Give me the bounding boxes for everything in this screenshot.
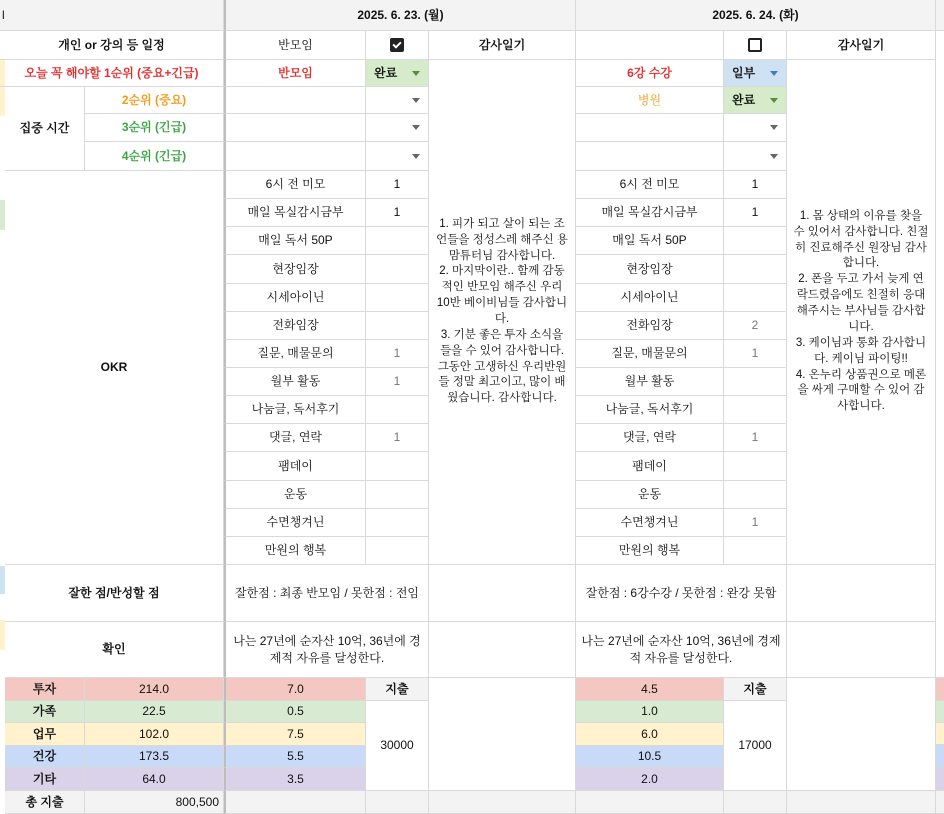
day1-okr-value[interactable]: 1: [366, 368, 429, 396]
edge-cat-2: [936, 701, 944, 723]
edge-cat-5: [936, 768, 944, 791]
day2-category-spend[interactable]: 1.0: [576, 701, 724, 723]
category-name: 가족: [5, 701, 85, 723]
day2-category-spend[interactable]: 6.0: [576, 723, 724, 746]
okr-item-label: 만원의 행복: [576, 537, 724, 565]
okr-item-label: 운동: [576, 481, 724, 509]
okr-item-label: 매일 독서 50P: [224, 227, 366, 255]
day1-checkbox-cell[interactable]: [366, 31, 429, 60]
okr-item-label: 월부 활동: [576, 368, 724, 396]
chevron-down-icon: [412, 125, 420, 130]
date-header-day2: 2025. 6. 24. (화): [576, 0, 936, 31]
day2-total-blank-1: [576, 791, 724, 814]
okr-item-label: 질문, 매물문의: [224, 340, 366, 368]
okr-item-label: 6시 전 미모: [576, 171, 724, 199]
chevron-down-icon: [412, 154, 420, 159]
day1-p3-task[interactable]: [224, 114, 366, 142]
day1-expense-blank: [429, 678, 576, 791]
day1-okr-value[interactable]: [366, 452, 429, 481]
edge-cell: [936, 0, 944, 31]
priority1-label: 오늘 꼭 해야할 1순위 (중요+긴급): [0, 60, 224, 87]
day1-okr-value[interactable]: [366, 312, 429, 340]
okr-item-label: 질문, 매물문의: [576, 340, 724, 368]
day2-okr-value[interactable]: [724, 227, 787, 255]
day2-okr-value[interactable]: [724, 255, 787, 284]
day2-checkbox[interactable]: [748, 38, 762, 52]
day1-gratitude-text[interactable]: 1. 피가 되고 살이 되는 조언들을 정성스레 해주신 용맘튜터님 감사합니다. 2. 마지막이란.. 함께 감동적인 반모임 해주신 우리 10반 베이비님들 감사합니다. 3. 기분 좋은 투자 소식을 들을 수 있어 감사합니다. 그동안 고생하신 우리반원들 정말 최고이고, 많이 배웠습니다. 감사합니다.: [429, 60, 576, 565]
day1-review[interactable]: 잘한점 : 최종 반모임 / 못한점 : 전임: [224, 565, 429, 622]
okr-label: OKR: [5, 171, 224, 565]
day2-expense-value[interactable]: 17000: [724, 701, 787, 791]
day1-okr-value[interactable]: [366, 396, 429, 424]
okr-item-label: 나눔글, 독서후기: [576, 396, 724, 424]
day2-okr-value[interactable]: [724, 452, 787, 481]
okr-item-label: 매일 목실감시금부: [576, 199, 724, 227]
okr-item-label: 운동: [224, 481, 366, 509]
day1-category-spend[interactable]: 0.5: [224, 701, 366, 723]
day1-okr-value[interactable]: [366, 255, 429, 284]
day2-okr-value[interactable]: 2: [724, 312, 787, 340]
day1-event-cell[interactable]: 반모임: [224, 31, 366, 60]
day1-okr-value[interactable]: 1: [366, 424, 429, 452]
chevron-down-icon: [412, 71, 420, 76]
day1-gratitude-label: 감사일기: [429, 31, 576, 60]
okr-item-label: 전화임장: [224, 312, 366, 340]
day1-okr-value[interactable]: [366, 509, 429, 537]
day1-p2-task[interactable]: [224, 87, 366, 114]
day2-okr-value[interactable]: 1: [724, 424, 787, 452]
edge-column: [936, 31, 944, 678]
okr-item-label: 댓글, 연락: [224, 424, 366, 452]
category-name: 기타: [5, 768, 85, 791]
day2-okr-value[interactable]: [724, 396, 787, 424]
day1-category-spend[interactable]: 7.5: [224, 723, 366, 746]
day2-confirm[interactable]: 나는 27년에 순자산 10억, 36년에 경제적 자유를 달성한다.: [576, 622, 787, 678]
day1-category-spend[interactable]: 5.5: [224, 746, 366, 768]
total-spend-label: 총 지출: [5, 791, 85, 814]
day2-expense-blank: [787, 678, 936, 791]
day1-p3-status-dropdown[interactable]: [366, 114, 429, 142]
category-total: 102.0: [85, 723, 224, 746]
day2-total-blank-2: [724, 791, 787, 814]
edge-cat-3: [936, 723, 944, 745]
day2-total-blank-3: [787, 791, 936, 814]
day2-okr-value[interactable]: [724, 368, 787, 396]
day2-p3-task[interactable]: [576, 114, 724, 142]
day1-p1-task[interactable]: 반모임: [224, 60, 366, 87]
status-value: 완료: [374, 65, 398, 80]
edge-cat-1: [936, 678, 944, 701]
okr-item-label: 팸데이: [224, 452, 366, 481]
day1-okr-value[interactable]: 1: [366, 340, 429, 368]
chevron-down-icon: [770, 98, 778, 103]
day1-okr-value[interactable]: 1: [366, 199, 429, 227]
category-total: 22.5: [85, 701, 224, 723]
category-name: 업무: [5, 723, 85, 746]
date-header-day1: 2025. 6. 23. (월): [224, 0, 576, 31]
category-name: 투자: [5, 678, 85, 701]
priority2-label: 2순위 (중요): [85, 87, 224, 114]
okr-item-label: 팸데이: [576, 452, 724, 481]
okr-item-label: 매일 독서 50P: [576, 227, 724, 255]
day2-p4-status-dropdown[interactable]: [724, 142, 787, 171]
status-value: 일부: [732, 65, 756, 80]
okr-item-label: 나눔글, 독서후기: [224, 396, 366, 424]
day2-checkbox-cell[interactable]: [724, 31, 787, 60]
day1-total-blank-1: [224, 791, 366, 814]
day1-p1-status-dropdown[interactable]: [366, 60, 429, 87]
day1-expense-value[interactable]: 30000: [366, 701, 429, 791]
edge-total: [936, 791, 944, 814]
okr-item-label: 6시 전 미모: [224, 171, 366, 199]
day2-okr-value[interactable]: 1: [724, 509, 787, 537]
day2-okr-value[interactable]: 1: [724, 340, 787, 368]
okr-item-label: 현장임장: [224, 255, 366, 284]
corner-cell: l: [0, 0, 224, 31]
day1-category-spend[interactable]: 3.5: [224, 768, 366, 791]
day1-confirm[interactable]: 나는 27년에 순자산 10억, 36년에 경제적 자유를 달성한다.: [224, 622, 429, 678]
day2-gratitude-label: 감사일기: [787, 31, 936, 60]
day1-p2-status-dropdown[interactable]: [366, 87, 429, 114]
day2-event-cell[interactable]: [576, 31, 724, 60]
total-spend-value: 800,500: [85, 791, 224, 814]
day1-okr-value[interactable]: [366, 284, 429, 312]
chevron-down-icon: [770, 154, 778, 159]
day1-category-spend[interactable]: 7.0: [224, 678, 366, 701]
okr-item-label: 월부 활동: [224, 368, 366, 396]
day2-category-spend[interactable]: 2.0: [576, 768, 724, 791]
day1-p4-task[interactable]: [224, 142, 366, 171]
okr-item-label: 전화임장: [576, 312, 724, 340]
day1-p4-status-dropdown[interactable]: [366, 142, 429, 171]
day2-p2-task[interactable]: 병원: [576, 87, 724, 114]
okr-item-label: 댓글, 연락: [576, 424, 724, 452]
okr-item-label: 시세아이닌: [224, 284, 366, 312]
day2-gratitude-text[interactable]: 1. 몸 상태의 이유를 찾을 수 있어서 감사합니다. 친절히 진료해주신 원장님 감사합니다. 2. 폰을 두고 가서 늦게 연락드렸음에도 친절히 응대해주시는 부사님들 감사합니다. 3. 케이님과 통화 감사합니다. 케이님 파이팅!! 4. 온누리 상품권으로 메론을 싸게 구매할 수 있어 감사합니다.: [787, 60, 936, 565]
day2-confirm-blank[interactable]: [787, 622, 936, 678]
day2-expense-label: 지출: [724, 678, 787, 701]
day1-review-blank[interactable]: [429, 565, 576, 622]
day2-category-spend[interactable]: 4.5: [576, 678, 724, 701]
day1-okr-value[interactable]: [366, 537, 429, 565]
day2-okr-value[interactable]: 1: [724, 199, 787, 227]
day2-p2-status-dropdown[interactable]: [724, 87, 787, 114]
day2-p1-task[interactable]: 6강 수강: [576, 60, 724, 87]
day2-review[interactable]: 잘한점 : 6강수강 / 못한점 : 완강 못함: [576, 565, 787, 622]
category-total: 173.5: [85, 746, 224, 768]
day1-checkbox[interactable]: [390, 38, 404, 52]
confirm-label: 확인: [5, 622, 224, 678]
day2-okr-value[interactable]: 1: [724, 171, 787, 199]
day1-okr-value[interactable]: [366, 227, 429, 255]
okr-item-label: 만원의 행복: [224, 537, 366, 565]
okr-item-label: 수면챙겨닌: [224, 509, 366, 537]
day2-okr-value[interactable]: [724, 537, 787, 565]
focus-time-label: 집중 시간: [5, 87, 85, 171]
category-total: 214.0: [85, 678, 224, 701]
day1-total-blank-3: [429, 791, 576, 814]
review-label: 잘한 점/반성할 점: [5, 565, 224, 622]
day2-p4-task[interactable]: [576, 142, 724, 171]
okr-item-label: 수면챙겨닌: [576, 509, 724, 537]
chevron-down-icon: [770, 71, 778, 76]
chevron-down-icon: [770, 125, 778, 130]
status-value: 완료: [732, 92, 756, 107]
day2-okr-value[interactable]: [724, 481, 787, 509]
day2-okr-value[interactable]: [724, 284, 787, 312]
day1-okr-value[interactable]: [366, 481, 429, 509]
okr-item-label: 매일 목실감시금부: [224, 199, 366, 227]
okr-item-label: 현장임장: [576, 255, 724, 284]
category-name: 건강: [5, 746, 85, 768]
day2-p1-status-dropdown[interactable]: [724, 60, 787, 87]
day1-confirm-blank[interactable]: [429, 622, 576, 678]
day2-category-spend[interactable]: 10.5: [576, 746, 724, 768]
day1-expense-label: 지출: [366, 678, 429, 701]
chevron-down-icon: [412, 98, 420, 103]
day2-review-blank[interactable]: [787, 565, 936, 622]
category-total: 64.0: [85, 768, 224, 791]
day2-p3-status-dropdown[interactable]: [724, 114, 787, 142]
day1-okr-value[interactable]: 1: [366, 171, 429, 199]
priority4-label: 4순위 (긴급): [85, 142, 224, 171]
schedule-label: 개인 or 강의 등 일정: [0, 31, 224, 60]
edge-cat-4: [936, 745, 944, 768]
okr-item-label: 시세아이닌: [576, 284, 724, 312]
day1-total-blank-2: [366, 791, 429, 814]
priority3-label: 3순위 (긴급): [85, 114, 224, 142]
